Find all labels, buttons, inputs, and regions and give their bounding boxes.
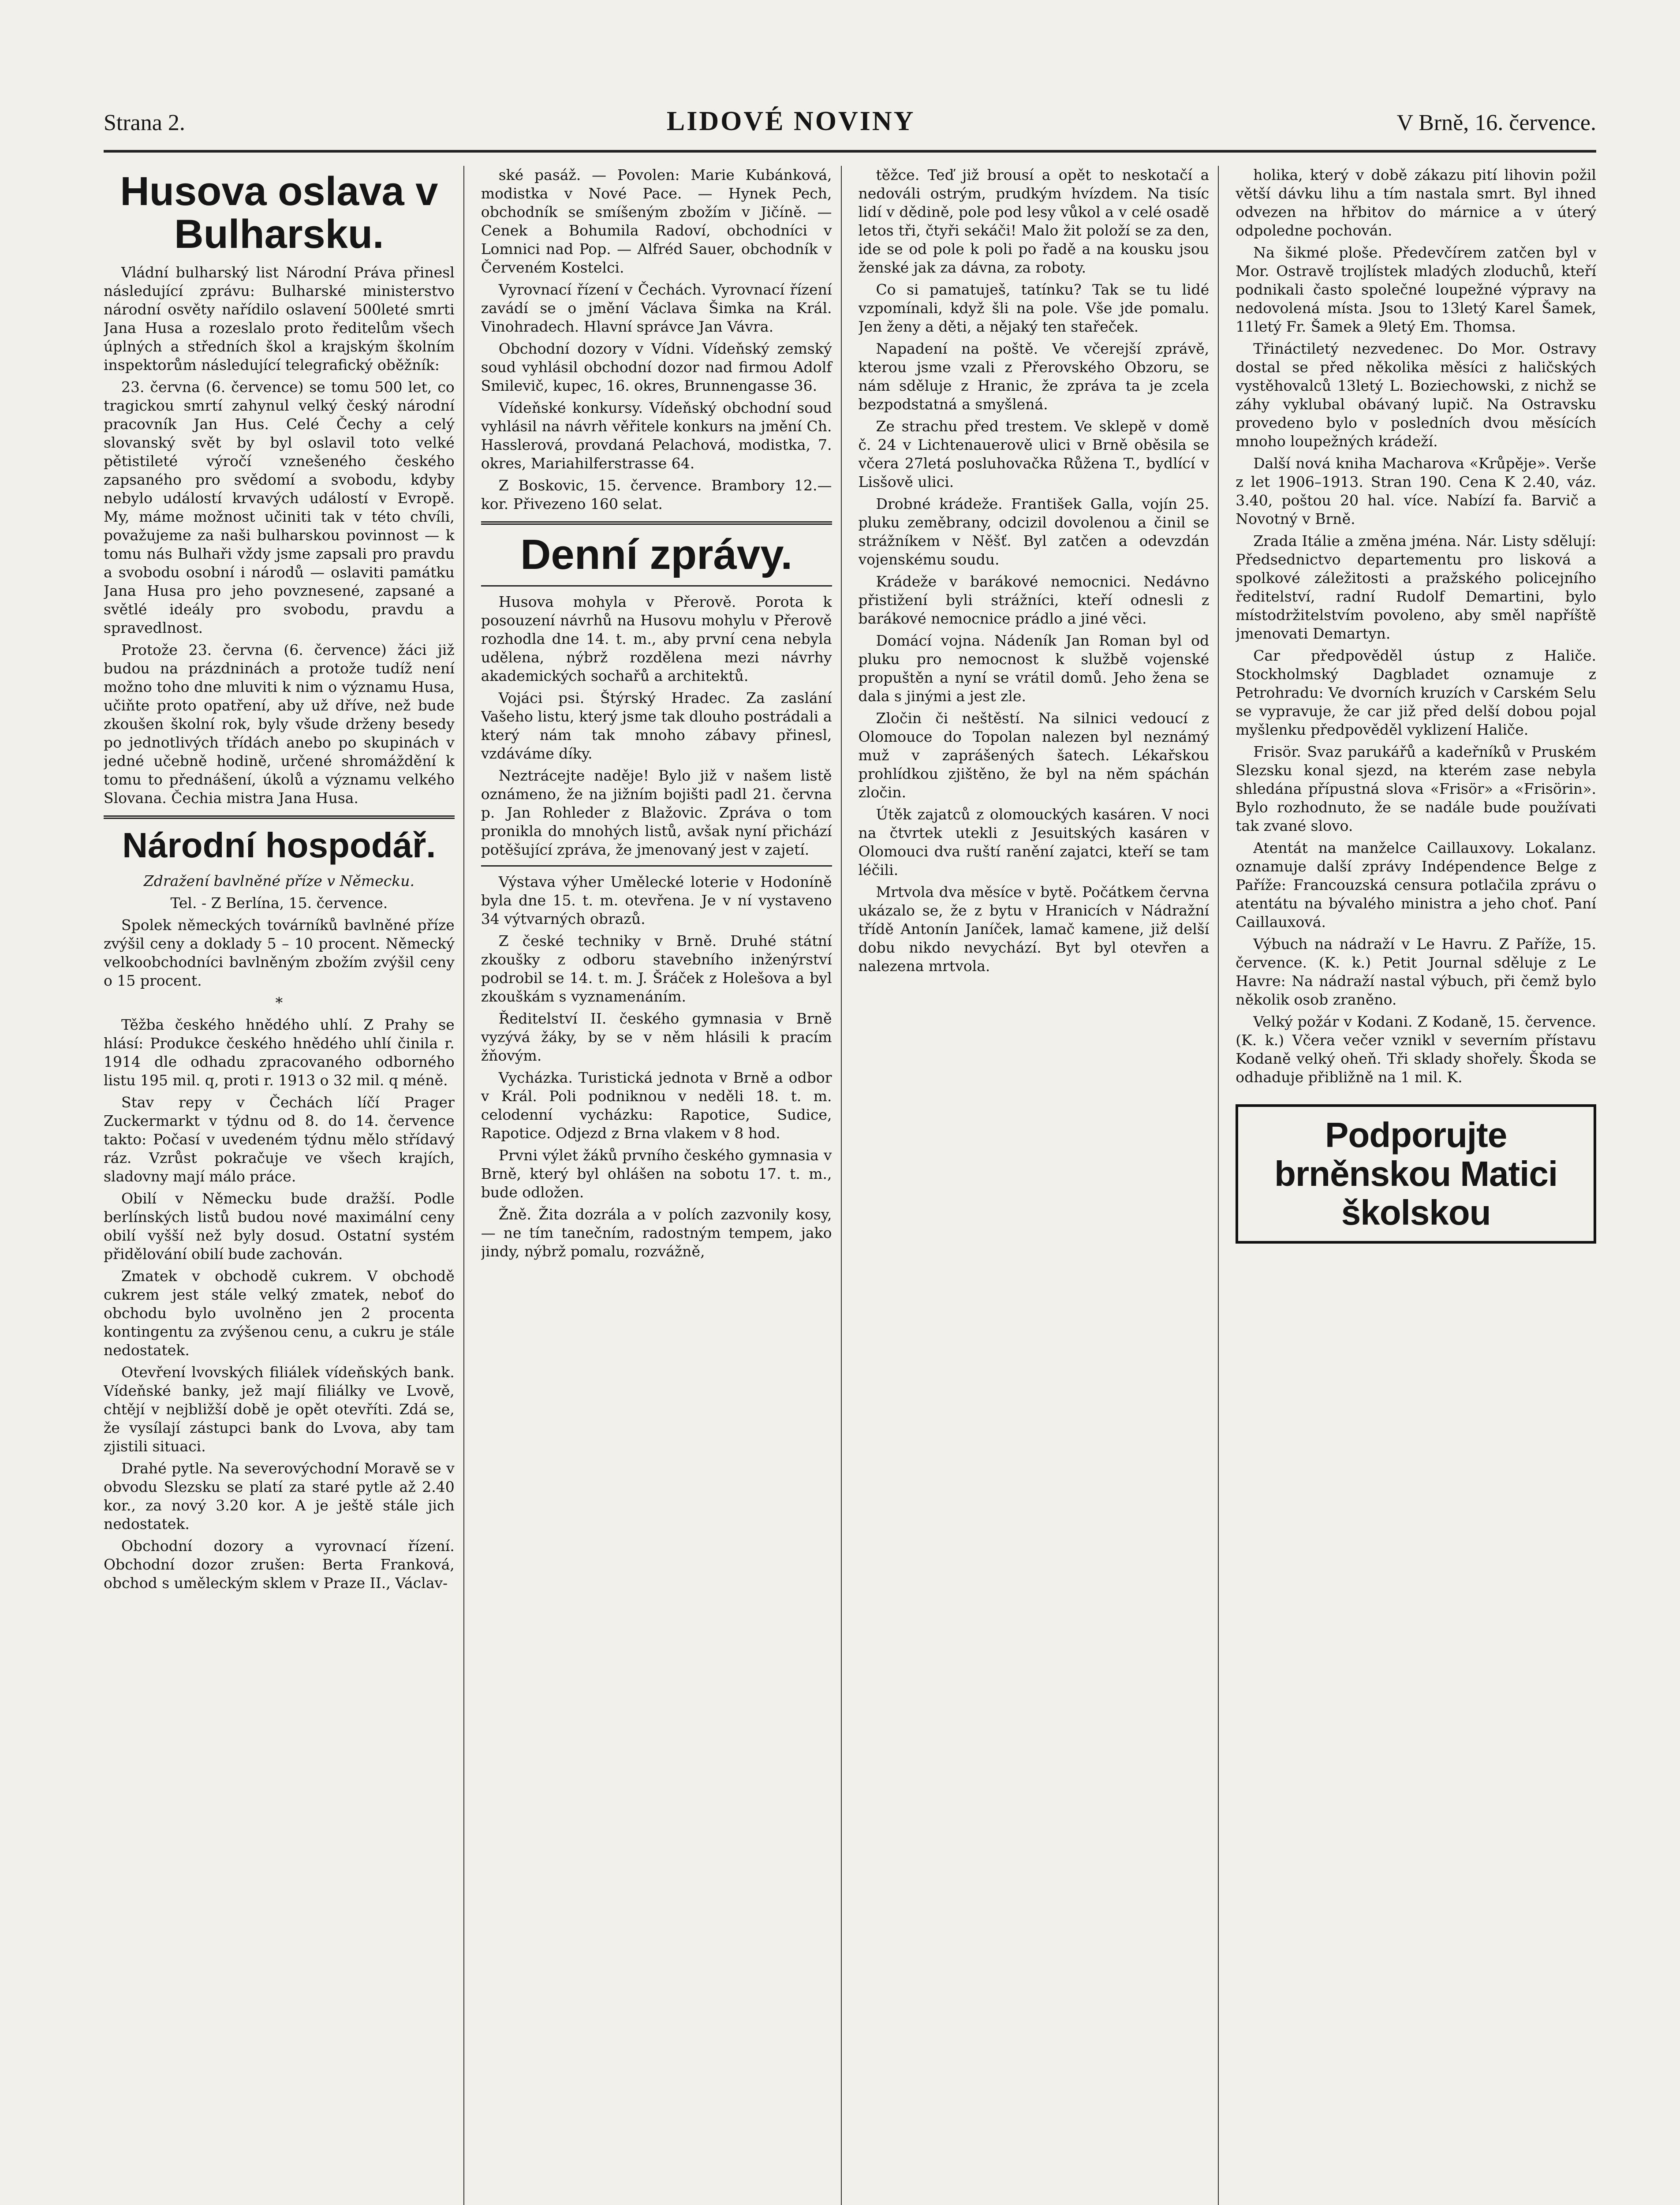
columns <box>104 166 1596 2205</box>
article-paragraph: Napadení na poště. Ve včerejší zprávě, kterou jsme vzali z Přerovského Obzoru, se nám sděluje z Hranic, že zpráva ta je zcela bezpodstatná a smyšlená. <box>858 340 1210 413</box>
article-paragraph: Frisör. Svaz parukářů a kadeřníků v Pruském Slezsku konal sjezd, na kterém zase nebyla shledána přípustná slova «Frisör» a «Frisörin». Bylo rozhodnuto, že se nadále bude používati tak zvané slovo. <box>1236 743 1596 834</box>
article-paragraph: Vládní bulharský list Národní Práva přinesl následující zprávu: Bulharské ministerstvo národní osvěty nařídilo oslavení 500leté smrti Jana Husa a rozeslalo proto ředitelům všech úplných a středních škol a krajským školním inspektorům následující telegrafický oběžník: <box>104 264 455 374</box>
article-paragraph: těžce. Teď již brousí a opět to neskotačí a nedováli ostrým, prudkým hvízdem. Na tisíc lidí v dědině, pole pod lesy vůkol a v celé osadě letos tři, čtyři sekáči! Malo žit položí se za den, ide se od pole k poli po řadě a na kousku jsou ženské jak za dávna, za roboty. <box>858 166 1210 276</box>
article-paragraph: Husova mohyla v Přerově. Porota k posouzení návrhů na Husovu mohylu v Přerově rozhodla dne 14. t. m., aby první cena nebyla udělena, nýbrž rozdělena mezi návrhy akademických sochařů a architektů. <box>481 593 832 684</box>
article-paragraph: Spolek německých továrníků bavlněné příze zvýšil ceny a doklady 5 – 10 procent. Německý velkoobchodníci bavlněným zbožím zvýšil ceny o 15 procent. <box>104 916 455 990</box>
section-divider <box>481 865 832 867</box>
article-paragraph: Výstava výher Umělecké loterie v Hodoníně byla dne 15. t. m. otevřena. Je v ní vystaveno 34 výtvarných obrazů. <box>481 873 832 927</box>
article-paragraph: Mrtvola dva měsíce v bytě. Počátkem června ukázalo se, že z bytu v Hranicích v Nádražní třídě Antonín Janíček, lamač kamene, již delší dobu nikdo nevychází. Byt byl otevřen a nalezena mrtvola. <box>858 883 1210 975</box>
article-paragraph: Vídeňské konkursy. Vídeňský obchodní soud vyhlásil na návrh věřitele konkurs na jmění Ch. Hasslerová, provdaná Pelachová, modistka, 7. okres, Mariahilferstrasse 64. <box>481 399 832 472</box>
article-paragraph: Vyrovnací řízení v Čechách. Vyrovnací řízení zavádí se o jmění Václava Šimka na Král. Vinohradech. Hlavní správce Jan Vávra. <box>481 281 832 335</box>
article-paragraph: Vojáci psi. Štýrský Hradec. Za zaslání Vašeho listu, který jsme tak dlouho postrádali a který nám tak mnoho zábavy přinesl, vzdáváme díky. <box>481 689 832 762</box>
article-paragraph: Protože 23. června (6. července) žáci již budou na prázdninách a protože tudíž není možno toho dne mluviti k nim o významu Husa, učiňte proto opatření, aby už dříve, než bude zkoušen školní rok, byly všude drženy besedy po jednotlivých třídách anebo po skupinách v jedné učebně hodině, určené shromáždění k tomu to přednášení, úkolů a významu velkého Slovana. Čechia mistra Jana Husa. <box>104 641 455 807</box>
article-paragraph: Domácí vojna. Nádeník Jan Roman byl od pluku pro nemocnost k službě vojenské propuštěn a nyní se vrátil domů. Jeho žena se dala s jinými a jest zle. <box>858 632 1210 705</box>
article-paragraph: Stav repy v Čechách líčí Prager Zuckermarkt v týdnu od 8. do 14. července takto: Počasí v uvedeném týdnu mělo střídavý ráz. Vzrůst pokračuje ve všech krajích, sladovny mají málo práce. <box>104 1094 455 1185</box>
article-paragraph: Třináctiletý nezvedenec. Do Mor. Ostravy dostal se před několika měsíci z haličských vystěhovalců 13letý L. Boziechowski, z nichž se záhy vyklubal obávaný lupič. Na Ostravsku provedeno bylo v posledních dvou měsících mnoho loupežných krádeží. <box>1236 340 1596 450</box>
page-number: Strana 2. <box>104 110 185 135</box>
column-4 <box>1236 166 1596 2205</box>
article-paragraph: Otevření lvovských filiálek vídeňských bank. Vídeňské banky, jež mají filiálky ve Lvově, chtějí v nejbližší době je opět otevříti. Zdá se, že vysílají zástupci bank do Lvova, aby tam zjistili situaci. <box>104 1364 455 1455</box>
article-paragraph: Velký požár v Kodani. Z Kodaně, 15. července. (K. k.) Včera večer vznikl v severním přístavu Kodaně velký oheň. Tři sklady shořely. Škoda se odhaduje přibližně na 1 mil. K. <box>1236 1013 1596 1086</box>
section-divider <box>481 521 832 525</box>
article-paragraph: Drobné krádeže. František Galla, vojín 25. pluku zeměbrany, odcizil dovolenou a činil se strážníkem v Něšť. Byl zatčen a odevzdán vojenskému soudu. <box>858 495 1210 568</box>
article-paragraph: Obchodní dozory a vyrovnací řízení. Obchodní dozor zrušen: Berta Franková, obchod s uměleckým sklem v Praze II., Václav- <box>104 1537 455 1592</box>
paper-title: LIDOVÉ NOVINY <box>666 106 915 136</box>
article-paragraph: Žně. Žita dozrála a v polích zazvonily kosy, — ne tím tanečním, radostným tempem, jako jindy, nýbrž pomalu, rozvážně, <box>481 1205 832 1260</box>
article-paragraph: Obilí v Německu bude dražší. Podle berlínských listů budou nové maximální ceny obilí vyšší než byly dosud. Ostatní systém přidělování obilí bude zachován. <box>104 1190 455 1263</box>
article-paragraph: Prvni výlet žáků prvního českého gymnasia v Brně, který byl ohlášen na sobotu 17. t. m., bude odložen. <box>481 1146 832 1201</box>
matice-skolska-advertisement: Podporujte brněnskou Matici školskou <box>1236 1104 1596 1244</box>
article-paragraph: Zločin či neštěstí. Na silnici vedoucí z Olomouce do Topolan nalezen byl neznámý muž v zaprášených šatech. Lékařskou prohlídkou zjištěno, že byl na něm spáchán zločin. <box>858 710 1210 801</box>
article-paragraph: Co si pamatuješ, tatínku? Tak se tu lidé vzpomínali, když šli na pole. Vše jde pomalu. Jen ženy a děti, a nějaký ten stařeček. <box>858 281 1210 335</box>
article-paragraph: Drahé pytle. Na severovýchodní Moravě se v obvodu Slezsku se platí za staré pytle až 2.40 kor., za nový 3.20 kor. A je ještě stále jich nedostatek. <box>104 1460 455 1533</box>
article-paragraph: Obchodní dozory v Vídni. Vídeňský zemský soud vyhlásil obchodní dozor nad firmou Adolf Smilevič, kupec, 16. okres, Brunnengasse 36. <box>481 340 832 394</box>
dateline: Tel. - Z Berlína, 15. července. <box>170 894 388 912</box>
section-divider <box>104 815 455 819</box>
article-paragraph: Car předpověděl ústup z Haliče. Stockholmský Dagbladet oznamuje z Petrohradu: Ve dvorních kruzích v Carském Selu se vypravuje, že car již před delší dobou pojal myšlenku předpověděl vyklizení Haliče. <box>1236 647 1596 738</box>
article-paragraph: Neztrácejte naděje! Bylo již v našem listě oznámeno, že na jižním bojišti padl 21. června p. Jan Rohleder z Blažovic. Zpráva o tom pronikla do mnohých listů, avšak nyní přichází potěšující zpráva, že jmenovaný jest v zajetí. <box>481 766 832 858</box>
masthead <box>104 106 1596 153</box>
article-paragraph: Atentát na manželce Caillauxovy. Lokalanz. oznamuje další zprávy Indépendence Belge z Paříže: Francouzská censura potlačila zprávu o atentátu na bývalého ministra a jeho choť. Paní Caillauxová. <box>1236 839 1596 931</box>
article-paragraph: Krádeže v barákové nemocnici. Nedávno přistižení byli strážníci, kteří odnesli z barákové nemocnice prádlo a jiné věci. <box>858 573 1210 627</box>
article-paragraph: Útěk zajatců z olomouckých kasáren. V noci na čtvrtek utekli z Jesuitských kasáren v Olomouci dva ruští ranění zajatci, kteří se tam léčili. <box>858 806 1210 878</box>
section-divider <box>481 585 832 587</box>
article-paragraph: Další nová kniha Macharova «Krůpěje». Verše z let 1906–1913. Stran 190. Cena K 2.40, váz. 3.40, poštou 20 hal. více. Nabízí fa. Barvič a Novotný v Brně. <box>1236 455 1596 527</box>
article-paragraph: Na šikmé ploše. Předevčírem zatčen byl v Mor. Ostravě trojlístek mladých zloduchů, kteří podnikali často společné loupežné výpravy na nedovolená místa. Jsou to 13letý Karel Šamek, 11letý Fr. Šamek a 9letý Em. Thomsa. <box>1236 244 1596 335</box>
star-separator: * <box>275 994 283 1012</box>
article-paragraph: Výbuch na nádraží v Le Havru. Z Paříže, 15. července. (K. k.) Petit Journal sděluje z Le Havre: Na nádraží nastal výbuch, při čemž bylo několik osob zraněno. <box>1236 935 1596 1008</box>
column-2 <box>481 166 842 2205</box>
date-line: V Brně, 16. července. <box>1396 110 1596 135</box>
column-3 <box>859 166 1219 2205</box>
article-paragraph: Z české techniky v Brně. Druhé státní zkoušky z odboru stavebního inženýrství podrobil se 14. t. m. J. Šráček z Holešova a byl zkouškám s vyznamenáním. <box>481 932 832 1005</box>
article-paragraph: Zrada Itálie a změna jména. Nár. Listy sdělují: Předsednictvo departementu pro lisková a spolkové záležitosti a pražského policejního ředitelství, radní Rudolf Demartini, bylo místodržitelstvím povoleno, aby směl napříště jmenovati Demartyn. <box>1236 532 1596 642</box>
subheadline: Zdražení bavlněné příze v Německu. <box>143 872 414 890</box>
article-paragraph: holika, který v době zákazu pití lihovin požil větší dávku lihu a tím nastala smrt. Byl ihned odvezen na hřbitov do márnice a v úterý odpoledne pochován. <box>1236 166 1596 239</box>
article-paragraph: Ředitelství II. českého gymnasia v Brně vyzývá žáky, by se v něm hlásili k pracím žňovým. <box>481 1009 832 1064</box>
headline-hus-bulgaria: Husova oslava v Bulharsku. <box>120 169 438 257</box>
section-headline-economy: Národní hospodář. <box>122 826 436 865</box>
article-paragraph: 23. června (6. července) se tomu 500 let, co tragickou smrtí zahynul velký český národní pracovník Jan Hus. Celé Čechy a celý slovanský svět by byl oslavil toto velké pětistileté výročí vznešeného českého zapsaného pro svědomí a svobodu, kdyby nebylo událostí krvavých událostí v Evropě. My, máme možnost učiniti tak v této chvíli, považujeme za naši bulharskou povinnost — k tomu nás Bulhaři vždy jsme zapsali pro pravdu a svobodu osobní i národů — oslaviti památku Jana Husa pro jeho povznesené, zapsané a světlé ideály pro svobodu, pravdu a spravedlnost. <box>104 378 455 637</box>
section-headline-daily-news: Denní zprávy. <box>520 531 793 578</box>
article-paragraph: Ze strachu před trestem. Ve sklepě v domě č. 24 v Lichtenauerově ulici v Brně oběsila se včera 27letá posluhovačka Růžena T., bydlící v Lisšově ulici. <box>858 418 1210 490</box>
article-paragraph: ské pasáž. — Povolen: Marie Kubánková, modistka v Nové Pace. — Hynek Pech, obchodník se smíšeným zbožím v Jičíně. — Cenek a Bohumila Radoví, obchodníci v Lomnici nad Pop. — Alfréd Sauer, obchodník v Červeném Kostelci. <box>481 166 832 276</box>
article-paragraph: Těžba českého hnědého uhlí. Z Prahy se hlásí: Produkce českého hnědého uhlí činila r. 1914 dle odhadu zpracovaného odborného listu 195 mil. q, proti r. 1913 o 32 mil. q méně. <box>104 1016 455 1089</box>
article-paragraph: Vycházka. Turistická jednota v Brně a odbor v Král. Poli podniknou v neděli 18. t. m. celodenní vycházku: Rapotice, Sudice, Rapotice. Odjezd z Brna vlakem v 8 hod. <box>481 1069 832 1142</box>
article-paragraph: Zmatek v obchodě cukrem. V obchodě cukrem jest stále velký zmatek, neboť do obchodu bylo uvolněno jen 2 procenta kontingentu za zvýšenou cenu, a cukru je stále nedostatek. <box>104 1267 455 1359</box>
column-1 <box>104 166 464 2205</box>
article-paragraph: Z Boskovic, 15. července. Brambory 12.— kor. Přivezeno 160 selat. <box>481 477 832 512</box>
